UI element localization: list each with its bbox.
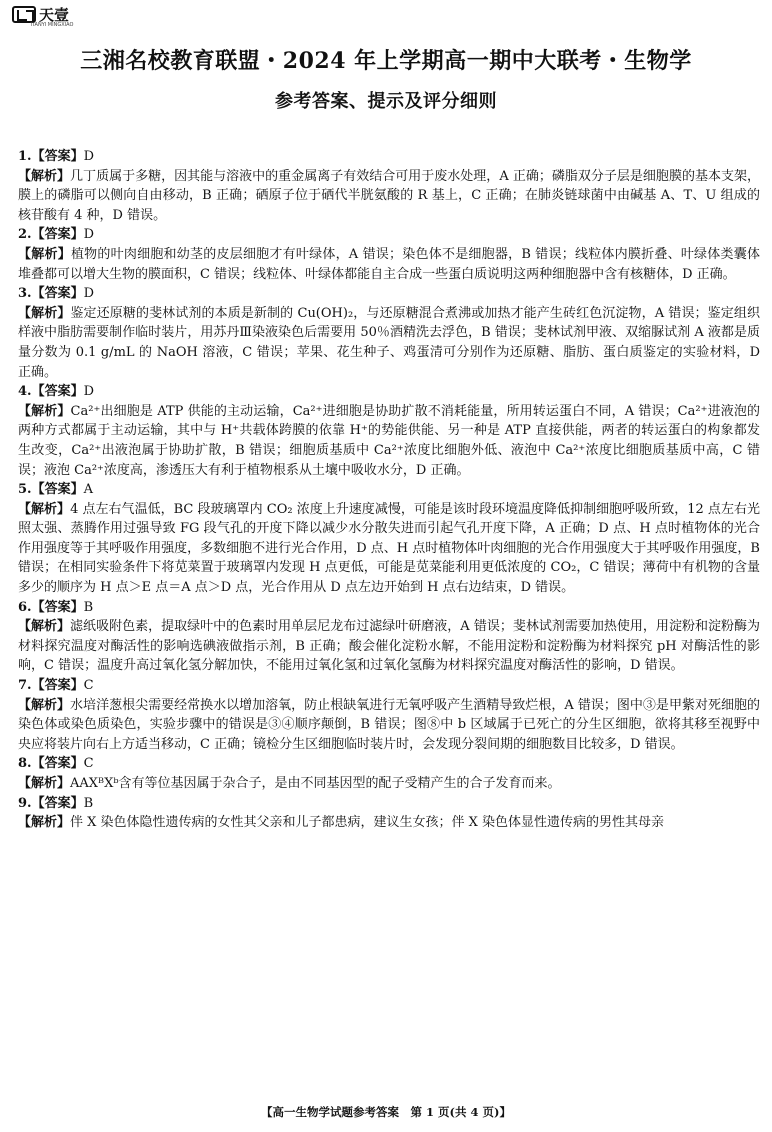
logo-subtext: TIANYI MINGXIAO — [30, 22, 74, 28]
explanation-line — [18, 402, 760, 480]
question-item — [18, 598, 760, 676]
explanation-label: 【解析】 — [18, 403, 71, 419]
explanation-label: 【解析】 — [18, 697, 71, 713]
page-footer: 【高一生物学试题参考答案 第 1 页(共 4 页)】 — [261, 1105, 511, 1119]
explanation-line — [18, 167, 760, 226]
explanation-text: 水培洋葱根尖需要经常换水以增加溶氧，防止根缺氧进行无氧呼吸产生酒精导致烂根，A 错误；图中③是甲紫对死细胞的染色体或染色质染色，实验步骤中的错误是③④顺序颠倒，B 错误；图⑧中 b 区域属于已死亡的分生区细胞，欲将其移至视野中央应将装片向右上方适当移动，C 正确；镜检分生区细胞临时装片时，会发现分裂间期的细胞数目比较多，D 错误。 — [18, 697, 760, 752]
logo-icon — [12, 6, 36, 23]
explanation-label: 【解析】 — [18, 246, 71, 262]
publisher-logo — [12, 6, 69, 23]
question-item — [18, 754, 760, 793]
explanation-text: Ca²⁺出细胞是 ATP 供能的主动运输，Ca²⁺进细胞是协助扩散不消耗能量，所用转运蛋白不同，A 错误；Ca²⁺进液泡的两种方式都属于主动运输，其中与 H⁺共载体跨膜的依靠 H⁺的势能供能、另一种是 ATP 直接供能，两者的转运蛋白的构象都发生改变，Ca²⁺出液泡属于协助扩散，B 错误；细胞质基质中 Ca²⁺浓度比细胞外低、液泡中 Ca²⁺浓度比细胞质基质中高，C 错误；液泡 Ca²⁺浓度高，渗透压大有利于植物根系从土壤中吸收水分，D 正确。 — [18, 403, 760, 478]
answer-label: 【答案】 — [31, 678, 84, 694]
explanation-text: 滤纸吸附色素，提取绿叶中的色素时用单层尼龙布过滤绿叶研磨液，A 错误；斐林试剂需要加热使用，用淀粉和淀粉酶为材料探究温度对酶活性的影响选碘液做指示剂，B 正确；酸会催化淀粉水解，不能用淀粉和淀粉酶为材料探究 pH 对酶活性的影响，C 错误；温度升高过氧化氢分解加快，不能用过氧化氢和过氧化氢酶为材料探究温度对酶活性的影响，D 错误。 — [18, 619, 760, 674]
answer-label: 【答案】 — [31, 482, 84, 498]
logo-text: 天壹 — [39, 5, 70, 24]
answer-value: B — [83, 599, 94, 615]
answer-value: D — [83, 286, 95, 302]
answer-label: 【答案】 — [31, 384, 84, 400]
explanation-line — [18, 774, 760, 794]
answer-line — [18, 754, 760, 774]
explanation-line — [18, 304, 760, 382]
explanation-text: 几丁质属于多糖，因其能与溶液中的重金属离子有效结合可用于废水处理，A 正确；磷脂双分子层是细胞膜的基本支架，膜上的磷脂可以侧向自由移动，B 正确；硒原子位于硒代半胱氨酸的 R 基上，C 正确；在肺炎链球菌中由碱基 A、T、U 组成的核苷酸有 4 种，D 错误。 — [18, 168, 760, 223]
explanation-text: 鉴定还原糖的斐林试剂的本质是新制的 Cu(OH)₂，与还原糖混合煮沸或加热才能产生砖红色沉淀物，A 错误；鉴定组织样液中脂肪需要制作临时装片，用苏丹Ⅲ染液染色后需要用 50％酒精洗去浮色，B 错误；斐林试剂甲液、双缩脲试剂 A 液都是质量分数为 0.1 g/mL 的 NaOH 溶液，C 错误；苹果、花生种子、鸡蛋清可分别作为还原糖、脂肪、蛋白质鉴定的实验材料，D 正确。 — [18, 305, 760, 380]
answer-value: D — [83, 149, 95, 164]
answer-line — [18, 382, 760, 402]
explanation-text: AAXᴮXᵇ含有等位基因属于杂合子，是由不同基因型的配子受精产生的合子发育而来。 — [70, 776, 561, 791]
explanation-line — [18, 813, 760, 833]
answer-value: A — [83, 482, 93, 498]
explanation-label: 【解析】 — [18, 168, 71, 184]
answer-line — [18, 225, 760, 245]
explanation-text: 植物的叶肉细胞和幼茎的皮层细胞才有叶绿体，A 错误；染色体不是细胞器，B 错误；线粒体内膜折叠、叶绿体类囊体堆叠都可以增大生物的膜面积，C 错误；线粒体、叶绿体都能自主合成一些蛋白质说明这两种细胞器中含有核糖体，D 正确。 — [18, 246, 760, 282]
explanation-label: 【解析】 — [18, 815, 71, 831]
explanation-label: 【解析】 — [18, 501, 71, 517]
explanation-label: 【解析】 — [18, 776, 71, 791]
answer-label: 【答案】 — [31, 286, 84, 302]
explanation-label: 【解析】 — [18, 305, 71, 321]
question-number: 6. — [18, 599, 32, 615]
question-number: 2. — [18, 227, 32, 243]
answer-line — [18, 676, 760, 696]
answer-value: D — [83, 227, 95, 243]
question-number: 9. — [18, 795, 32, 811]
question-item — [18, 794, 760, 833]
question-item — [18, 147, 760, 225]
answer-value: B — [83, 795, 94, 811]
answer-value: D — [83, 384, 95, 400]
answer-label: 【答案】 — [31, 599, 84, 615]
answer-line — [18, 598, 760, 618]
answer-label: 【答案】 — [31, 227, 84, 243]
question-number: 3. — [18, 286, 32, 302]
explanation-line — [18, 696, 760, 755]
answer-line — [18, 794, 760, 814]
question-number: 7. — [18, 678, 32, 694]
answer-label: 【答案】 — [31, 756, 84, 772]
question-number: 4. — [18, 384, 32, 400]
page-subtitle: 参考答案、提示及评分细则 — [275, 91, 497, 112]
question-item — [18, 382, 760, 480]
explanation-text: 4 点左右气温低，BC 段玻璃罩内 CO₂ 浓度上升速度减慢，可能是该时段环境温度降低抑制细胞呼吸所致，12 点左右光照太强、蒸腾作用过强导致 FG 段气孔的开度下降以减少水分散失进而引起气孔开度下降，A 正确；D 点、H 点时植物体的光合作用强度等于其呼吸作用强度，多数细胞不进行光合作用，D 点、H 点时植物体叶肉细胞的光合作用强度大于其呼吸作用强度，B 错误；在相同实验条件下将苋菜置于玻璃罩内发现 H 点更低，可能是苋菜能利用更低浓度的 CO₂，C 错误；薄荷中有机物的含量多少的顺序为 H 点＞E 点＝A 点＞D 点，光合作用从 D 点左边开始到 H 点右边结束，D 错误。 — [18, 501, 760, 596]
answer-list — [18, 147, 760, 833]
explanation-line — [18, 617, 760, 676]
answer-line — [18, 480, 760, 500]
answer-value: C — [83, 678, 94, 694]
explanation-line — [18, 245, 760, 284]
question-number: 1. — [18, 149, 32, 164]
explanation-line — [18, 500, 760, 598]
answer-label: 【答案】 — [31, 795, 84, 811]
explanation-label: 【解析】 — [18, 619, 71, 635]
explanation-text: 伴 X 染色体隐性遗传病的女性其父亲和儿子都患病，建议生女孩；伴 X 染色体显性遗传病的男性其母亲 — [70, 815, 665, 831]
question-item — [18, 676, 760, 754]
question-item — [18, 225, 760, 284]
question-item — [18, 284, 760, 382]
question-number: 8. — [18, 756, 32, 772]
answer-label: 【答案】 — [31, 149, 84, 164]
page-title: 三湘名校教育联盟・2024 年上学期高一期中大联考・生物学 — [80, 48, 692, 74]
question-number: 5. — [18, 482, 32, 498]
answer-line — [18, 284, 760, 304]
answer-value: C — [83, 756, 94, 772]
question-item — [18, 480, 760, 598]
answer-line — [18, 147, 760, 167]
